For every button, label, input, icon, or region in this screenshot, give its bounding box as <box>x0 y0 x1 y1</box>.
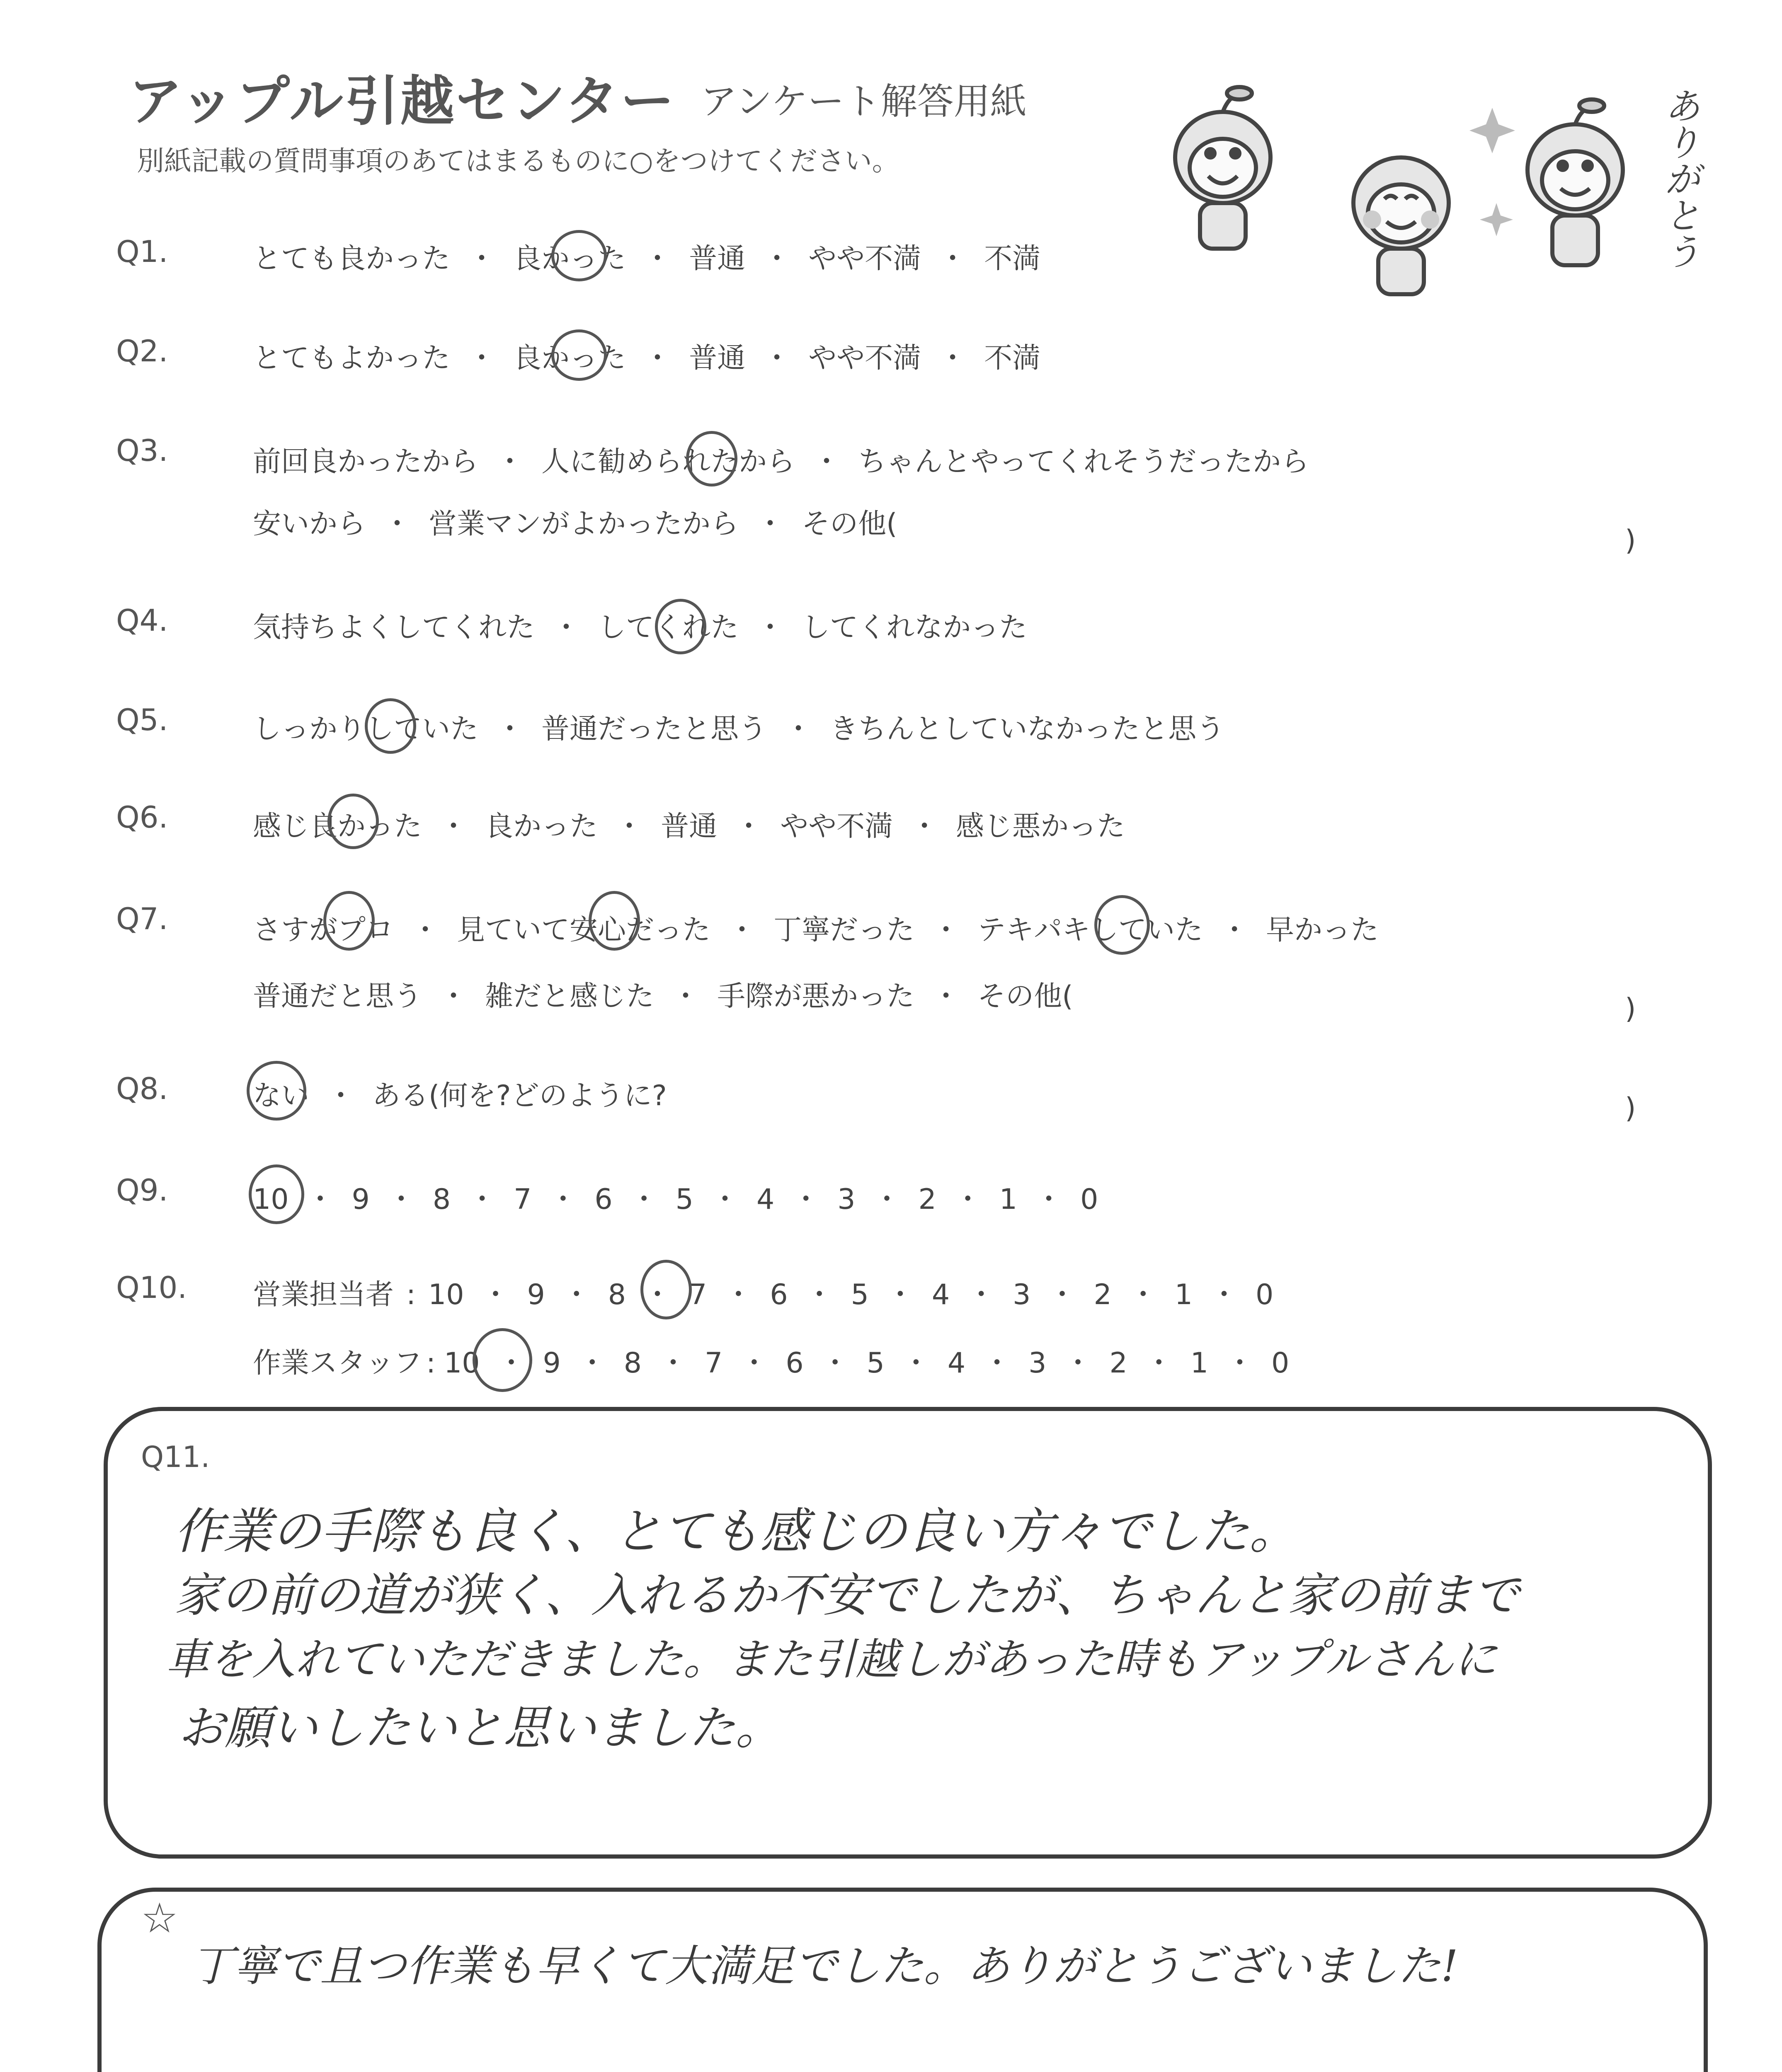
star-comment-line: 丁寧で且つ作業も早くて大満足でした。ありがとうございました! <box>191 1941 1458 1991</box>
q9-selection-circle <box>249 1164 304 1224</box>
q10-score[interactable]: 10 <box>444 1347 480 1380</box>
q2-option[interactable]: 普通 <box>689 342 746 375</box>
q10-sales-selection-circle <box>640 1260 692 1319</box>
q10-score[interactable]: 4 <box>931 1278 950 1311</box>
mascot-illustration <box>1152 79 1712 311</box>
q5-option[interactable]: しっかりしていた <box>253 713 479 746</box>
q10-score[interactable]: 2 <box>1109 1347 1127 1380</box>
q7-option[interactable]: 雑だと感じた <box>485 980 655 1013</box>
q1-option[interactable]: 普通 <box>689 242 746 275</box>
q4-selection-circle <box>655 599 706 654</box>
q4-option[interactable]: してくれなかった <box>802 611 1028 644</box>
q10-score[interactable]: 9 <box>527 1278 545 1311</box>
q10-score[interactable]: 7 <box>705 1347 723 1380</box>
q10-score[interactable]: 1 <box>1190 1347 1208 1380</box>
q9-score[interactable]: 0 <box>1080 1183 1098 1216</box>
mascot-text: ありがとう <box>1658 87 1701 269</box>
q9-score[interactable]: 8 <box>432 1183 451 1216</box>
q9-score[interactable]: 6 <box>594 1183 613 1216</box>
q10-score[interactable]: 8 <box>608 1278 626 1311</box>
q9-score[interactable]: 1 <box>999 1183 1018 1216</box>
q3-option[interactable]: 安いから <box>253 508 366 540</box>
q10-score[interactable]: 5 <box>851 1278 869 1311</box>
q8-selection-circle <box>247 1061 306 1121</box>
q3-close-paren: ) <box>1625 524 1636 557</box>
q8-option[interactable]: ある(何を?どのように? <box>372 1080 667 1112</box>
form-title: アップル引越センター <box>128 70 676 133</box>
q10-score[interactable]: 3 <box>1013 1278 1031 1311</box>
q6-option[interactable]: 良かった <box>485 810 598 843</box>
q1-label: Q1. <box>116 234 168 269</box>
q3-options: 前回良かったから ・ 人に勧められたから ・ ちゃんとやってくれそうだったから <box>253 439 1309 479</box>
q3-selection-circle <box>686 431 737 487</box>
q10-label: Q10. <box>116 1270 187 1305</box>
q11-line: お願いしたいと思いました。 <box>178 1701 782 1755</box>
q3-option-other[interactable]: その他( <box>802 508 897 540</box>
q6-option[interactable]: 感じ良かった <box>253 810 422 843</box>
q6-label: Q6. <box>116 800 168 835</box>
q7-option[interactable]: 手際が悪かった <box>717 980 915 1013</box>
q7-selection-circle-2 <box>589 891 640 951</box>
q7-option[interactable]: 早かった <box>1266 914 1379 946</box>
monkey-mascots-icon <box>1152 79 1712 311</box>
q10-score[interactable]: 10 <box>428 1278 464 1311</box>
q6-option[interactable]: 感じ悪かった <box>956 810 1125 843</box>
q7-options-row2: 普通だと思う ・ 雑だと感じた ・ 手際が悪かった ・ その他( <box>253 974 1073 1014</box>
q10-score[interactable]: 5 <box>866 1347 885 1380</box>
q9-score[interactable]: 9 <box>352 1183 370 1216</box>
q10-score[interactable]: 4 <box>947 1347 966 1380</box>
q7-option[interactable]: テキパキしていた <box>977 914 1203 946</box>
q7-options: さすがプロ ・ 見ていて安心だった ・ 丁寧だった ・ テキパキしていた ・ 早かった <box>253 908 1379 948</box>
q7-option[interactable]: 普通だと思う <box>253 980 422 1013</box>
form-instruction: 別紙記載の質問事項のあてはまるものに○をつけてください。 <box>137 145 899 177</box>
q8-close-paren: ) <box>1625 1092 1636 1125</box>
q7-selection-circle-1 <box>323 891 375 951</box>
q7-label: Q7. <box>116 901 168 936</box>
q7-option[interactable]: 見ていて安心だった <box>457 914 711 946</box>
q9-score[interactable]: 7 <box>514 1183 532 1216</box>
q10-score[interactable]: 1 <box>1174 1278 1193 1311</box>
q2-option[interactable]: とてもよかった <box>253 342 451 375</box>
q4-option[interactable]: してくれた <box>598 611 739 644</box>
q10-score[interactable]: 8 <box>623 1347 642 1380</box>
q5-option[interactable]: 普通だったと思う <box>541 713 767 746</box>
q3-option[interactable]: ちゃんとやってくれそうだったから <box>858 445 1309 478</box>
q10-score[interactable]: 3 <box>1028 1347 1047 1380</box>
q2-option[interactable]: 良かった <box>513 342 626 375</box>
q8-label: Q8. <box>116 1071 168 1106</box>
q6-selection-circle <box>327 794 379 849</box>
q9-score[interactable]: 5 <box>675 1183 693 1216</box>
q10-score[interactable]: 6 <box>770 1278 788 1311</box>
q1-selection-circle <box>551 230 607 281</box>
q10-score[interactable]: 6 <box>786 1347 804 1380</box>
q9-score[interactable]: 3 <box>837 1183 856 1216</box>
q4-label: Q4. <box>116 603 168 638</box>
q2-selection-circle <box>551 329 607 381</box>
q11-line: 車を入れていただきました。また引越しがあった時もアップルさんに <box>166 1634 1497 1685</box>
q9-score[interactable]: 2 <box>918 1183 936 1216</box>
q11-line: 作業の手際も良く、とても感じの良い方々でした。 <box>174 1503 1298 1560</box>
q10-staff-selection-circle <box>473 1328 532 1392</box>
q6-option[interactable]: 普通 <box>661 810 718 843</box>
q11-line: 家の前の道が狭く、入れるか不安でしたが、ちゃんと家の前まで <box>174 1569 1520 1622</box>
q1-option[interactable]: 良かった <box>513 242 626 275</box>
q5-options: しっかりしていた ・ 普通だったと思う ・ きちんとしていなかったと思う <box>253 707 1224 747</box>
q2-options: とてもよかった ・ 良かった ・ 普通 ・ やや不満 ・ 不満 <box>253 336 1040 376</box>
q9-label: Q9. <box>116 1173 168 1208</box>
q7-option-other[interactable]: その他( <box>977 980 1073 1013</box>
star-icon: ☆ <box>141 1894 178 1942</box>
q2-label: Q2. <box>116 334 168 368</box>
q1-option[interactable]: とても良かった <box>253 242 451 275</box>
q10-staff-row: 作業スタッフ : 10 ・ 9 ・ 8 ・ 7 ・ 6 ・ 5 ・ 4 ・ 3 ・ 2 ・ 1 ・ 0 <box>253 1341 1289 1381</box>
q10-score[interactable]: 9 <box>543 1347 561 1380</box>
q4-options: 気持ちよくしてくれた ・ してくれた ・ してくれなかった <box>253 605 1027 645</box>
q5-option[interactable]: きちんとしていなかったと思う <box>830 713 1225 746</box>
q6-option[interactable]: やや不満 <box>780 810 893 843</box>
q1-options: とても良かった ・ 良かった ・ 普通 ・ やや不満 ・ 不満 <box>253 236 1040 276</box>
q3-label: Q3. <box>116 433 168 468</box>
q8-option[interactable]: ない <box>253 1080 310 1112</box>
q7-selection-circle-3 <box>1094 895 1150 955</box>
q10-row-name: 作業スタッフ <box>253 1347 422 1380</box>
q10-sales-row: 営業担当者 : 10 ・ 9 ・ 8 ・ 7 ・ 6 ・ 5 ・ 4 ・ 3 ・ 2 ・ 1 ・ 0 <box>253 1272 1273 1312</box>
q3-option[interactable]: 営業マンがよかったから <box>429 508 739 540</box>
q10-score[interactable]: 0 <box>1256 1278 1274 1311</box>
q3-option[interactable]: 人に勧められたから <box>541 445 795 478</box>
q11-label: Q11. <box>141 1440 210 1474</box>
q2-option[interactable]: 不満 <box>984 342 1041 375</box>
q5-label: Q5. <box>116 702 168 737</box>
q6-options: 感じ良かった ・ 良かった ・ 普通 ・ やや不満 ・ 感じ悪かった <box>253 804 1125 844</box>
q3-option[interactable]: 前回良かったから <box>253 445 479 478</box>
q9-scale: 10 ・ 9 ・ 8 ・ 7 ・ 6 ・ 5 ・ 4 ・ 3 ・ 2 ・ 1 ・ 0 <box>253 1183 1098 1216</box>
q2-option[interactable]: やや不満 <box>808 342 921 375</box>
q9-score[interactable]: 4 <box>756 1183 775 1216</box>
q10-score[interactable]: 0 <box>1271 1347 1290 1380</box>
q1-option[interactable]: 不満 <box>984 242 1041 275</box>
q7-option[interactable]: さすがプロ <box>253 914 394 946</box>
q1-option[interactable]: やや不満 <box>808 242 921 275</box>
q10-row-name: 営業担当者 <box>253 1278 394 1311</box>
q10-score[interactable]: 7 <box>689 1278 707 1311</box>
q8-options: ない ・ ある(何を?どのように? <box>253 1073 667 1113</box>
q9-score[interactable]: 10 <box>253 1183 289 1216</box>
q4-option[interactable]: 気持ちよくしてくれた <box>253 611 535 644</box>
q10-score[interactable]: 2 <box>1093 1278 1112 1311</box>
q5-selection-circle <box>365 698 416 754</box>
q7-option[interactable]: 丁寧だった <box>773 914 915 946</box>
form-subtitle: アンケート解答用紙 <box>701 80 1027 123</box>
q3-options-row2: 安いから ・ 営業マンがよかったから ・ その他( <box>253 501 897 542</box>
q7-close-paren: ) <box>1625 992 1636 1025</box>
